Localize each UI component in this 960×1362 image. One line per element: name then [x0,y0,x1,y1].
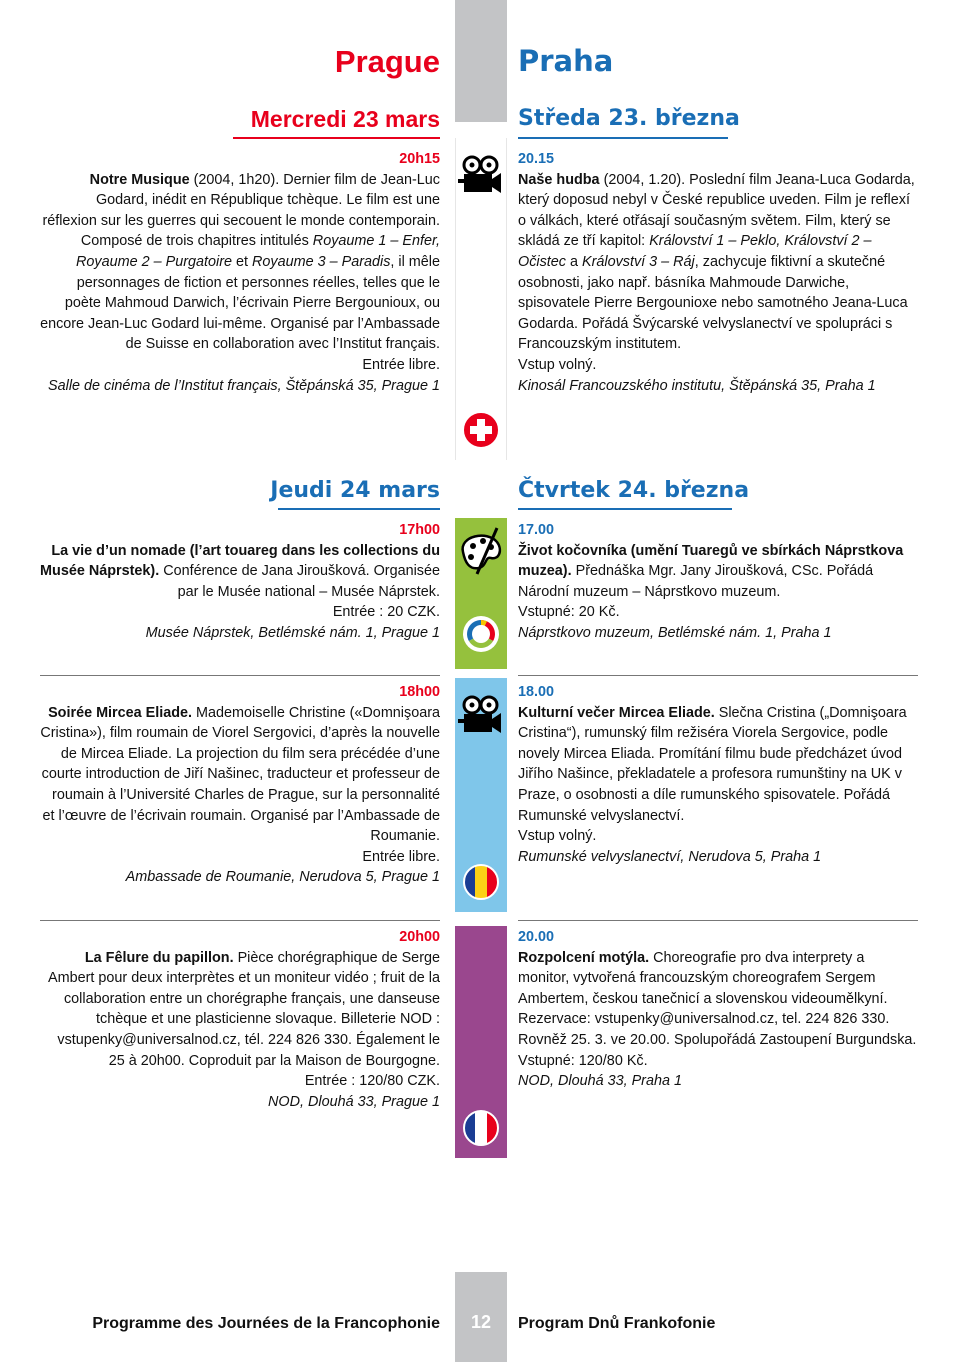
center-strip-top [455,0,507,122]
fr-e1-et: et [232,253,253,270]
cz-e3-entry: Vstup volný. [518,828,597,845]
cz-e1-chapters: Království 1 – Peklo, Království 2 – Očistec [518,233,872,270]
cz-e3-title: Kulturní večer Mircea Eliade. [518,704,715,721]
cz-e3-venue: Rumunské velvyslanectví, Nerudova 5, Praha 1 [518,848,822,865]
cz-day1-rule [518,137,728,139]
fr-e4-entry: Entrée : 120/80 CZK. [304,1073,440,1090]
fr-divider-2 [40,920,440,921]
film-camera-icon [455,150,507,202]
cz-e1-a: a [565,253,582,270]
cz-e4-title: Rozpolcení motýla. [518,949,650,966]
swiss-flag-icon [455,404,507,456]
fr-day2-title: Jeudi 24 mars [270,478,440,503]
cz-divider-2 [518,920,918,921]
cz-e1-venue: Kinosál Francouzského institutu, Štěpánská 35, Praha 1 [518,377,876,394]
fr-e3-text: Mademoiselle Christine («Domnişoara Cristina»), film roumain de Viorel Sergovici, d’après la nouvelle de Mircea Eliade. La projection du film sera précédée d’une courte introduction de Jiří Našinec, traducteur et professeur de roumain à l’Université Charles de Prague, sur la personnalité et l’œuvre de l’écrivain roumain. Organisé par l’Ambassade de Roumanie. [40,704,440,845]
fr-e1-text: (2004, 1h20). Dernier film de Jean-Luc Godard, inédit en République tchèque. Le film est une réflexion sur les guerres qui secouent le monde contemporain. Composé de trois chapitres intitulés [42,171,440,250]
cz-e1-text: (2004, 1.20). Poslední film Jeana-Luca Godarda, který doposud nebyl v České republice uveden. Film je reflexí o válkách, které otřásají současným světem. Film, který se skládá ze tří kapitol: [518,171,915,250]
tricolor-wheel-icon [455,608,507,660]
cz-e4-venue: NOD, Dlouhá 33, Praha 1 [518,1073,682,1090]
cz-e3-text: Slečna Cristina („Domnişoara Cristina“), rumunský film režiséra Viorela Sergovice, podle novely Mircea Eliada. Promítání filmu bude předcházet úvod Jiřího Našince, překladatele a profesora rumunštiny na UK v Praze, o osobnosti a díle rumunského spisovatele. Pořádá Rumunské velvyslanectví. [518,704,907,824]
fr-divider-1 [40,675,440,676]
fr-e4-text: Pièce chorégraphique de Serge Ambert pour deux interprètes et un moniteur vidéo ; fruit de la collaboration entre un chorégraphe français, une danseuse tchèque et une plasticienne slovaque. Billeterie NOD : vstupenky@universalnod.cz, tél. 224 826 330. Également le 25 à 20h00. Coproduit par la Maison de Bourgogne. [48,949,440,1069]
fr-e2-time: 17h00 [399,522,440,538]
film-camera-icon [455,690,507,742]
page-number: 12 [470,1312,492,1332]
palette-icon [455,524,507,584]
cz-e4-text: Choreografie pro dva interprety a monitor, vytvořená francouzským choreografem Sergem Ambertem, českou tanečnicí a slovenskou videoumělkyní. Rezervace: vstupenky@universalnod.cz, tel. 224 826 330. Rovněž 25. 3. ve 20.00. Spolupořádá Zastoupení Burgundska. [518,949,917,1048]
cz-e2-entry: Vstupné: 20 Kč. [518,604,620,621]
cz-e1-entry: Vstup volný. [518,356,597,373]
cz-e1-time: 20.15 [518,151,555,167]
fr-e1-text2: , il mêle personnages de fiction et personnes réelles, telles que le poète Mahmoud Darwich, l’écrivain Pierre Bergounioux, ou encore Jean-Luc Godard lui-même. Organisé par l’Ambassade de Suisse en collaboration avec l’Institut français. [40,253,440,353]
fr-e2-entry: Entrée : 20 CZK. [332,604,440,621]
cz-event-2 [518,520,918,644]
cz-day2-rule [518,508,732,510]
fr-e3-venue: Ambassade de Roumanie, Nerudova 5, Prague 1 [125,869,440,886]
cz-e1-title: Naše hudba [518,171,600,188]
cz-e4-time: 20.00 [518,929,555,945]
fr-e1-title: Notre Musique [89,171,190,188]
fr-event-3 [40,682,440,888]
fr-day1-rule [233,137,440,139]
romanian-flag-icon [455,856,507,908]
fr-e3-title: Soirée Mircea Eliade. [48,704,193,721]
fr-e2-venue: Musée Náprstek, Betlémské nám. 1, Prague 1 [145,624,440,641]
fr-e3-time: 18h00 [399,684,440,700]
fr-event-1 [40,149,440,396]
cz-e1-text2: , zachycuje fiktivní a skutečné osobnosti, jako např. básníka Mahmoude Darwiche, spisovatele Pierre Bergounioxe nebo samotného Jeana-Luca Godarda. Pořádá Švýcarské velvyslanectví ve spolupráci s Francouzským institutem. [518,253,908,353]
cz-e2-time: 17.00 [518,522,555,538]
fr-e1-time: 20h15 [399,151,440,167]
cz-e3-time: 18.00 [518,684,555,700]
cz-city-title: Praha [518,44,614,78]
cz-divider-1 [518,675,918,676]
fr-event-2 [40,520,440,644]
fr-e4-title: La Fêlure du papillon. [84,949,234,966]
cz-e2-venue: Náprstkovo muzeum, Betlémské nám. 1, Praha 1 [518,624,832,641]
fr-day1-title: Mercredi 23 mars [250,106,440,132]
cz-e4-entry: Vstupné: 120/80 Kč. [518,1052,648,1069]
cz-day1-title: Středa 23. března [518,106,740,131]
cz-e1-chapter3: Království 3 – Ráj [581,253,695,270]
fr-city-title: Prague [334,44,440,79]
cz-footer: Program Dnů Frankofonie [518,1315,716,1332]
cz-day2-title: Čtvrtek 24. března [518,478,750,503]
fr-e4-time: 20h00 [399,929,440,945]
fr-e1-venue: Salle de cinéma de l’Institut français, Štěpánská 35, Prague 1 [48,377,440,394]
cz-e2-title: Život kočovníka (umění Tuaregů ve sbírkách Náprstkova muzea). [518,542,904,580]
fr-e3-entry: Entrée libre. [362,848,440,865]
french-flag-icon [455,1102,507,1154]
cz-event-3 [518,682,918,867]
fr-e2-title: La vie d’un nomade (l’art touareg dans les collections du Musée Náprstek). [40,542,440,580]
fr-e1-chapter3: Royaume 3 – Paradis [252,253,391,270]
fr-day2-rule [278,508,440,510]
fr-e4-venue: NOD, Dlouhá 33, Prague 1 [268,1093,440,1110]
fr-footer: Programme des Journées de la Francophonie [92,1315,440,1332]
cz-event-4 [518,927,918,1092]
fr-e1-entry: Entrée libre. [362,356,440,373]
cz-e2-text: Přednáška Mgr. Jany Jiroušková, CSc. Pořádá Národní muzeum – Náprstkovo muzeum. [518,563,874,600]
cz-event-1 [518,149,918,396]
fr-e1-chapters: Royaume 1 – Enfer, Royaume 2 – Purgatoire [76,233,440,270]
fr-event-4 [40,927,440,1112]
fr-e2-text: Conférence de Jana Jiroušková. Organisée par le Musée national – Musée Náprstek. [159,563,440,600]
